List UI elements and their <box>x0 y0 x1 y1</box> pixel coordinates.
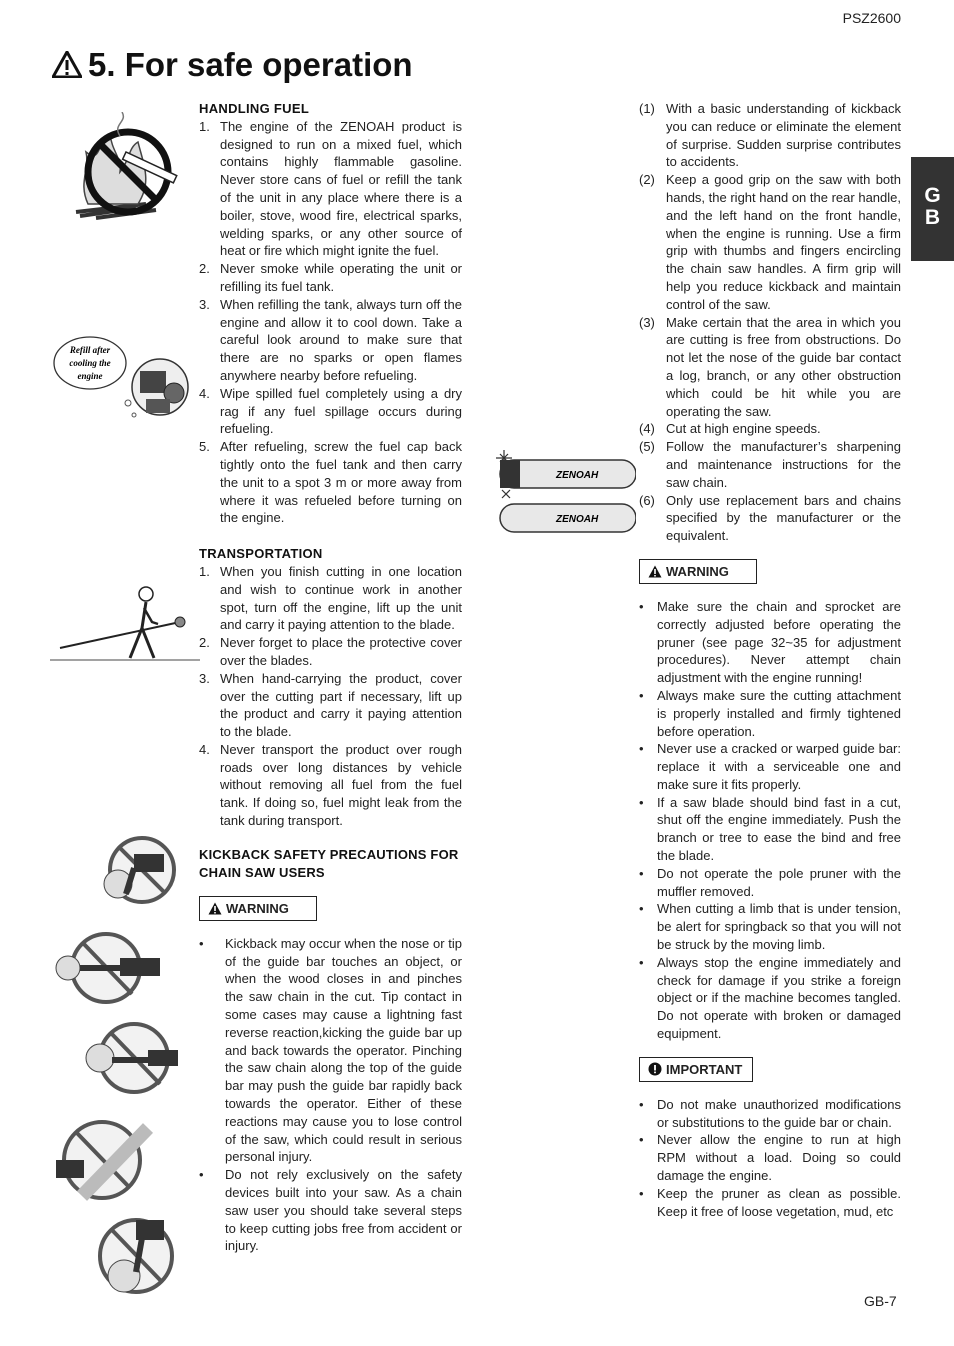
list-item: 4. Wipe spilled fuel completely using a dry rag if any fuel spillage occurs during refueling. <box>199 385 462 437</box>
kickback-saw-illustration-4 <box>52 1116 154 1204</box>
list-item: • Kickback may occur when the nose or tip of the guide bar touches an object, or when the wood closes in and pinches the saw chain in the cut. Tip contact in some cases may cause a lightning fast reverse reaction,kicking the guide bar up and back towards the operator. Pinching the saw chain along the top of the guide bar may push the guide bar rapidly back towards the operator. Either of these reactions may cause you to lose control of the saw, which could result in serious personal injury. <box>199 935 462 1165</box>
list-item: • If a saw blade should bind fast in a cut, shut off the engine immediately. Push the branch or tree to ease the bind and free the blade. <box>639 794 901 864</box>
kickback-bullets <box>199 935 462 1255</box>
list-item: • When cutting a limb that is under tension, be alert for springback so that you will not be struck by the moving limb. <box>639 901 901 953</box>
handling-fuel-heading: HANDLING FUEL <box>199 101 310 116</box>
bar-brand-text: ZENOAH <box>556 470 599 481</box>
warning-triangle-icon <box>208 902 222 915</box>
warning-bullets <box>639 598 901 1043</box>
list-item: • Make sure the chain and sprocket are correctly adjusted before operating the pruner (see page 32~35 for adjustment procedures). Never attempt chain adjustment with the engine running! <box>639 598 901 686</box>
page-number: GB-7 <box>864 1293 897 1309</box>
kickback-heading: KICKBACK SAFETY PRECAUTIONS FOR CHAIN SAW USERS <box>199 846 459 880</box>
list-item: • Never allow the engine to run at high RPM without a load. Doing so could damage the engine. <box>639 1132 901 1184</box>
list-item: 1. When you finish cutting in one location and wish to continue work in another spot, turn off the engine, lift up the unit and carry it paying attention to the blade. <box>199 563 462 633</box>
caption-line-1: Refill after <box>69 345 111 355</box>
important-box <box>639 1057 901 1082</box>
list-item: 2. Never smoke while operating the unit or refilling its fuel tank. <box>199 261 462 294</box>
kickback-saw-illustration-3 <box>82 1020 192 1096</box>
model-number: PSZ2600 <box>842 10 901 26</box>
list-item: (3) Make certain that the area in which you are cutting is free from obstructions. Do not let the nose of the guide bar contact a log, branch, or any other obstruction which could be hit while you are operating the saw. <box>639 314 901 419</box>
bar-brand-text-2: ZENOAH <box>556 514 599 525</box>
warning-triangle-icon <box>648 565 662 578</box>
warning-box <box>639 559 901 584</box>
carrying-pruner-illustration <box>50 578 200 666</box>
list-item: • Do not make unauthorized modifications or substitutions to the guide bar or chain. <box>639 1096 901 1130</box>
important-label: IMPORTANT <box>666 1061 743 1077</box>
list-item: (5) Follow the manufacturer’s sharpening and maintenance instructions for the saw chain. <box>639 439 901 490</box>
list-item: (6) Only use replacement bars and chains specified by the manufacturer or the equivalent. <box>639 492 901 544</box>
list-item: (4) Cut at high engine speeds. <box>639 421 821 437</box>
list-item: (2) Keep a good grip on the saw with both hands, the right hand on the rear handle, and the left hand on the front handle, when the engine is running. Use a firm grip with thumbs and fingers encircling the chain saw handles. A firm grip will help you reduce kickback and maintain control of the saw. <box>639 172 901 312</box>
kickback-saw-illustration-2 <box>54 930 166 1006</box>
transportation-list <box>199 563 462 830</box>
list-item: • Keep the pruner as clean as possible. Keep it free of loose vegetation, mud, etc <box>639 1185 901 1219</box>
handling-fuel-list <box>199 118 462 527</box>
language-tab: G B <box>911 157 954 261</box>
transportation-heading: TRANSPORTATION <box>199 546 323 562</box>
list-item: 5. After refueling, screw the fuel cap back tightly onto the fuel tank and then carry the unit to a spot 3 m or more away from where it was refueled before turning on the engine. <box>199 439 462 526</box>
kickback-precautions-list <box>639 100 901 545</box>
warning-triangle-icon <box>52 51 82 78</box>
guide-bar-illustration <box>494 448 636 538</box>
exclamation-circle-icon <box>648 1062 662 1076</box>
caption-line-3: engine <box>77 371 103 381</box>
middle-column <box>199 100 462 1255</box>
list-item: • Always stop the engine immediately and check for damage if you strike a foreign object or if the machine becomes tangled. Do not operate with broken or damaged equipment. <box>639 954 901 1042</box>
list-item: 1. The engine of the ZENOAH product is designed to run on a mixed fuel, which contains highly flammable gasoline. Never store cans of fuel or refill the tank of the unit in any place where there is a boiler, stove, wood fire, electrical sparks, welding sparks, or any other source of heat or fire which might ignite the fuel. <box>199 118 462 259</box>
list-item: • Always make sure the cutting attachment is properly installed and firmly tightened before operation. <box>639 687 901 739</box>
no-smoking-fire-illustration <box>66 112 198 220</box>
list-item: 3. When hand-carrying the product, cover over the cutting part if necessary, lift up the product and carry it paying attention to the blade. <box>199 670 462 740</box>
warning-label: WARNING <box>226 900 289 916</box>
refuel-engine-illustration <box>52 335 197 425</box>
important-bullets <box>639 1096 901 1221</box>
list-item: 3. When refilling the tank, always turn off the engine and allow it to cool down. Take a careful look around to make sure that there are no sparks or open flames anywhere nearby before refueling. <box>199 296 462 383</box>
list-item: • Do not rely exclusively on the safety devices built into your saw. As a chain saw user you should take several steps to keep cutting jobs free from accident or injury. <box>199 1167 462 1254</box>
list-item: 4. Never transport the product over rough roads over long distances by vehicle without removing all fuel from the fuel tank. If doing so, fuel might leak from the tank during transport. <box>199 741 462 829</box>
caption-line-2: cooling the <box>69 358 111 368</box>
kickback-saw-illustration-1 <box>98 834 180 906</box>
kickback-saw-illustration-5 <box>96 1214 178 1296</box>
list-item: • Do not operate the pole pruner with the muffler removed. <box>639 865 901 899</box>
list-item: (1) With a basic understanding of kickback you can reduce or eliminate the element of surprise. Sudden surprise contributes to accidents. <box>639 101 901 170</box>
warning-label: WARNING <box>666 563 729 579</box>
list-item: • Never use a cracked or warped guide bar: replace it with a serviceable one and make sure it fits properly. <box>639 741 901 792</box>
list-item: 2. Never forget to place the protective cover over the blades. <box>199 635 462 668</box>
right-column <box>639 100 901 1220</box>
page-title: 5. For safe operation <box>52 46 413 84</box>
kickback-warning-box <box>199 896 462 921</box>
